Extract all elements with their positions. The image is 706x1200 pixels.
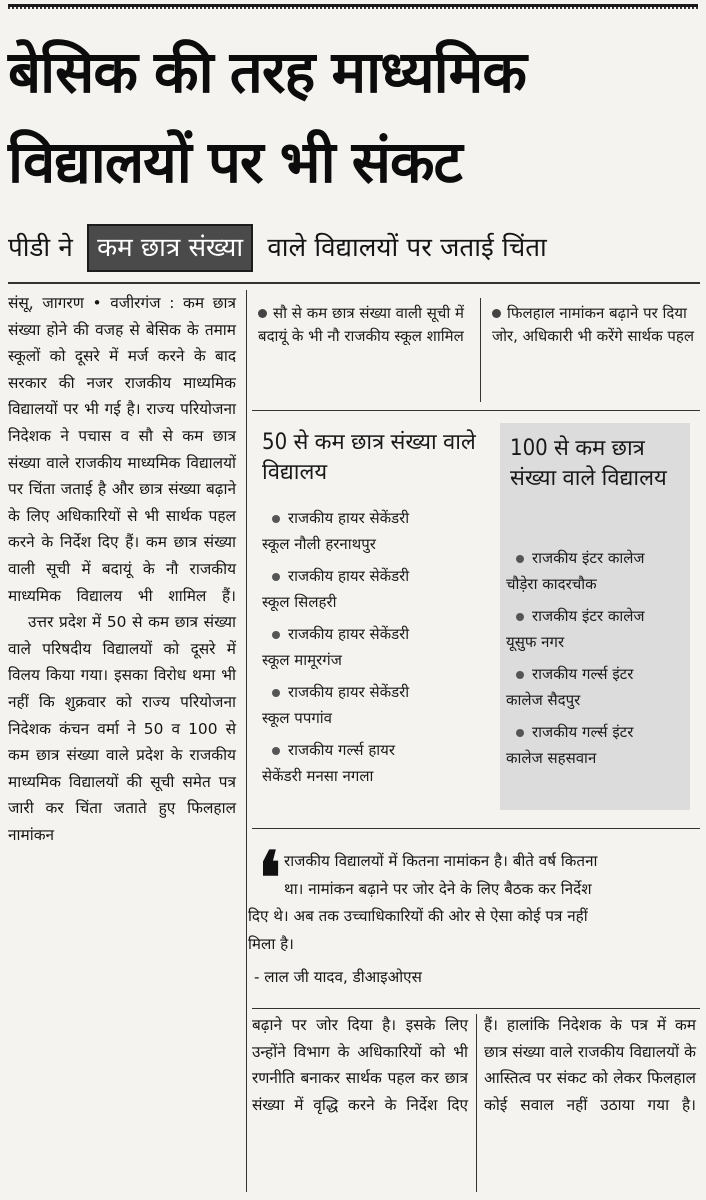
subheadline-rule bbox=[8, 282, 700, 284]
lists-bottom-rule bbox=[252, 828, 700, 829]
list-item: राजकीय हायर सेकेंडरी स्कूल नौली हरनाथपुर bbox=[262, 509, 410, 553]
highlight-1 bbox=[258, 302, 472, 348]
article-paragraph: संसू, जागरण • वजीरगंज : कम छात्र संख्या होने की वजह से बेसिक के तमाम स्कूलों को दूसरे में मर्ज करने के बाद सरकार की नजर राजकीय माध्यमिक विद्यालयों पर भी गई है। राज्य परियोजना निदेशक ने पचास व सौ से कम छात्र संख्या वाले राजकीय माध्यमिक विद्यालयों पर चिंता जताई है और छात्र संख्या बढ़ाने के लिए अधिकारियों से भी सार्थक पहल करने के निर्देश दिए हैं। कम छात्र संख्या वाली सूची में बदायूं के नौ राजकीय माध्यमिक विद्यालय भी शामिल हैं। bbox=[8, 294, 236, 605]
highlight-text: फिलहाल नामांकन बढ़ाने पर दिया जोर, अधिकारी भी करेंगे सार्थक पहल bbox=[492, 304, 695, 345]
bullet-icon bbox=[516, 729, 524, 737]
column-divider-left bbox=[246, 290, 247, 1192]
bullet-icon bbox=[272, 689, 280, 697]
quote-mark-icon: ❛ bbox=[258, 835, 282, 920]
bullet-icon bbox=[272, 747, 280, 755]
bullet-icon bbox=[516, 613, 524, 621]
subheadline-after: वाले विद्यालयों पर जताई चिंता bbox=[267, 233, 547, 263]
bullet-icon bbox=[272, 515, 280, 523]
list-50-heading: 50 से कम छात्र संख्या वाले विद्यालय bbox=[262, 430, 476, 485]
right-bottom-column bbox=[484, 1012, 696, 1118]
bullet-icon bbox=[272, 573, 280, 581]
list-item: राजकीय इंटर कालेज चौड़ेरा कादरचौक bbox=[506, 549, 645, 593]
quote-bottom-rule bbox=[252, 1008, 700, 1009]
column-divider-bottom bbox=[476, 1014, 477, 1192]
subheadline bbox=[8, 220, 700, 276]
article-paragraph: बढ़ाने पर जोर दिया है। इसके लिए उन्होंने विभाग के अधिकारियों को भी रणनीति बनाकर सार्थक पहल कर छात्र संख्या में वृद्धि करने के निर्देश दिए bbox=[252, 1016, 468, 1114]
bullet-icon bbox=[516, 555, 524, 563]
highlight-2 bbox=[492, 302, 698, 348]
quote-line: राजकीय विद्यालयों में कितना नामांकन है। बीते वर्ष कितना bbox=[284, 852, 598, 870]
bullet-icon bbox=[272, 631, 280, 639]
subheadline-boxed-phrase: कम छात्र संख्या bbox=[87, 224, 253, 272]
quote-author: - लाल जी यादव, डीआइओएस bbox=[254, 968, 422, 986]
top-dotted-rule bbox=[8, 7, 698, 13]
subheadline-before: पीडी ने bbox=[8, 233, 73, 263]
list-item: राजकीय गर्ल्स हायर सेकेंडरी मनसा नगला bbox=[262, 741, 396, 785]
quote-line: था। नामांकन बढ़ाने पर जोर देने के लिए बैठक कर निर्देश bbox=[284, 879, 592, 898]
headline-line-2: विद्यालयों पर भी संकट bbox=[8, 128, 462, 196]
quote-line: मिला है। bbox=[248, 934, 294, 953]
highlight-divider bbox=[480, 298, 481, 402]
left-article-column bbox=[8, 290, 236, 848]
bullet-icon bbox=[258, 309, 267, 318]
article-paragraph: हैं। हालांकि निदेशक के पत्र में कम छात्र संख्या वाले राजकीय विद्यालयों के आस्तित्व पर संकट को लेकर फिलहाल कोई सवाल नहीं उठाया गया है। bbox=[484, 1016, 696, 1114]
list-item: राजकीय इंटर कालेज यूसुफ नगर bbox=[506, 607, 645, 651]
quote-line: दिए थे। अब तक उच्चाधिकारियों की ओर से ऐसा कोई पत्र नहीं bbox=[248, 907, 588, 925]
list-item: राजकीय गर्ल्स इंटर कालेज सहसवान bbox=[506, 723, 634, 767]
list-item: राजकीय गर्ल्स इंटर कालेज सैदपुर bbox=[506, 665, 634, 709]
official-quote bbox=[248, 848, 694, 992]
highlight-text: सौ से कम छात्र संख्या वाली सूची में बदायूं के भी नौ राजकीय स्कूल शामिल bbox=[258, 304, 465, 345]
list-item: राजकीय हायर सेकेंडरी स्कूल पपगांव bbox=[262, 683, 410, 727]
bullet-icon bbox=[492, 309, 501, 318]
list-item: राजकीय हायर सेकेंडरी स्कूल सिलहरी bbox=[262, 567, 410, 611]
list-50 bbox=[262, 505, 494, 795]
headline-line-1: बेसिक की तरह माध्यमिक bbox=[8, 38, 526, 106]
list-item: राजकीय हायर सेकेंडरी स्कूल मामूरगंज bbox=[262, 625, 410, 669]
bullet-icon bbox=[516, 671, 524, 679]
middle-bottom-column bbox=[252, 1012, 468, 1118]
article-paragraph: उत्तर प्रदेश में 50 से कम छात्र संख्या वाले परिषदीय विद्यालयों को दूसरे में विलय किया गया। इसका विरोध थमा भी नहीं कि शुक्रवार को राज्य परियोजना निदेशक कंचन वर्मा ने 50 व 100 से कम छात्र संख्या वाले प्रदेश के राजकीय माध्यमिक विद्यालयों की सूची समेत पत्र जारी कर चिंता जताते हुए फिलहाल नामांकन bbox=[8, 613, 236, 844]
list-100 bbox=[506, 545, 690, 777]
highlight-rule bbox=[252, 410, 700, 411]
list-100-heading: 100 से कम छात्र संख्या वाले विद्यालय bbox=[510, 436, 667, 491]
